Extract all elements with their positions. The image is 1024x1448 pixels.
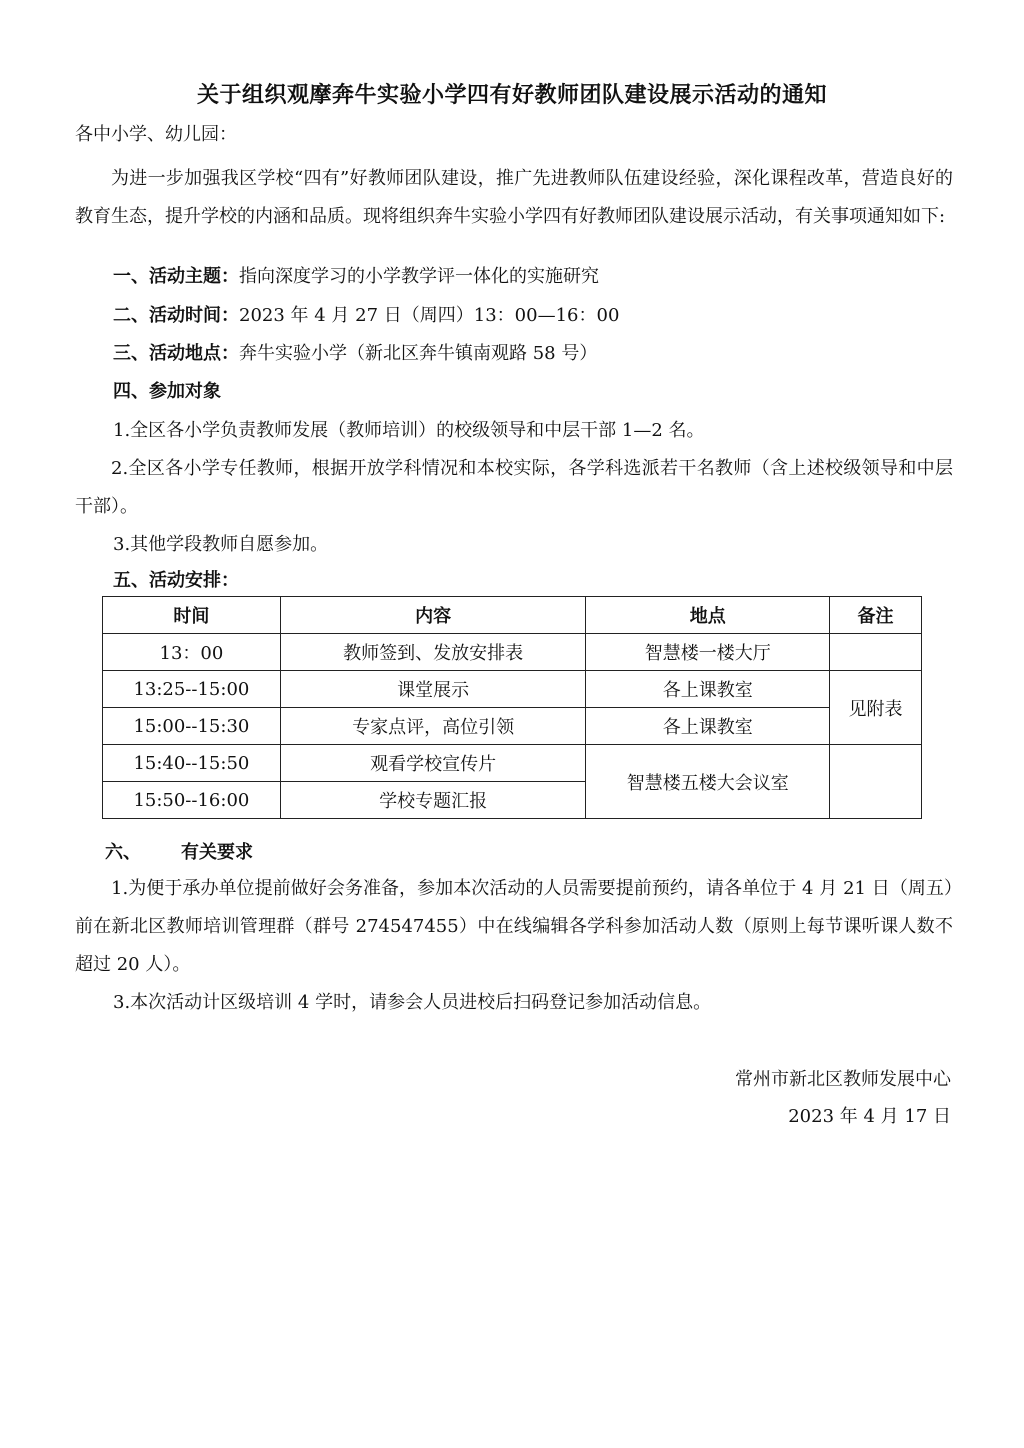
- signature-org: 常州市新北区教师发展中心: [735, 1069, 951, 1090]
- participant-item-3: 3.其他学段教师自愿参加。: [113, 534, 329, 555]
- cell-time: 15:40--15:50: [103, 745, 281, 782]
- place-value: 奔牛实验小学（新北区奔牛镇南观路 58 号）: [239, 343, 598, 364]
- participant-item-2: 2.全区各小学专任教师，根据开放学科情况和本校实际，各学科选派若干名教师（含上述校级领导和中层干部）。: [75, 458, 953, 517]
- header-content: 内容: [280, 597, 586, 634]
- time-label: 二、活动时间：: [113, 305, 239, 326]
- table-row: [103, 745, 922, 782]
- cell-content: 学校专题汇报: [280, 782, 586, 819]
- salutation: 各中小学、幼儿园：: [75, 124, 237, 145]
- table-header-row: [103, 597, 922, 634]
- cell-content: 观看学校宣传片: [280, 745, 586, 782]
- schedule-heading: 五、活动安排：: [113, 570, 239, 591]
- cell-time: 13：00: [103, 634, 281, 671]
- participant-item-1: 1.全区各小学负责教师发展（教师培训）的校级领导和中层干部 1—2 名。: [113, 420, 705, 441]
- theme-label: 一、活动主题：: [113, 266, 239, 287]
- participants-heading: 四、参加对象: [113, 381, 221, 402]
- cell-place: 各上课教室: [586, 708, 830, 745]
- cell-time: 15:00--15:30: [103, 708, 281, 745]
- header-place: 地点: [586, 597, 830, 634]
- requirements-label: 有关要求: [181, 842, 253, 863]
- cell-time: 15:50--16:00: [103, 782, 281, 819]
- table-row: [103, 671, 922, 708]
- cell-place: 各上课教室: [586, 671, 830, 708]
- requirement-item-2: 3.本次活动计区级培训 4 学时，请参会人员进校后扫码登记参加活动信息。: [113, 992, 712, 1013]
- schedule-table: [102, 596, 922, 819]
- place-label: 三、活动地点：: [113, 343, 239, 364]
- intro-paragraph: 为进一步加强我区学校“四有”好教师团队建设，推广先进教师队伍建设经验，深化课程改革，营造良好的教育生态，提升学校的内涵和品质。现将组织奔牛实验小学四有好教师团队建设展示活动，有关事项通知如下:: [75, 168, 953, 227]
- cell-note-empty: [830, 634, 922, 671]
- table-row: [103, 634, 922, 671]
- time-line: [75, 297, 993, 335]
- table-row: [103, 708, 922, 745]
- requirements-heading: [105, 834, 985, 872]
- cell-place: 智慧楼一楼大厅: [586, 634, 830, 671]
- theme-value: 指向深度学习的小学教学评一体化的实施研究: [239, 266, 599, 287]
- header-note: 备注: [830, 597, 922, 634]
- cell-content: 专家点评，高位引领: [280, 708, 586, 745]
- page-title: 关于组织观摩奔牛实验小学四有好教师团队建设展示活动的通知: [196, 83, 827, 108]
- signature-date: 2023 年 4 月 17 日: [788, 1106, 951, 1127]
- requirement-item-1: 1.为便于承办单位提前做好会务准备，参加本次活动的人员需要提前预约，请各单位于 4 月 21 日（周五）前在新北区教师培训管理群（群号 274547455）中在线编辑各学科参加活动人数（原则上每节课听课人数不超过 20 人）。: [75, 878, 953, 975]
- header-time: 时间: [103, 597, 281, 634]
- requirements-num: 六、: [105, 842, 141, 863]
- cell-time: 13:25--15:00: [103, 671, 281, 708]
- cell-note: 见附表: [830, 671, 922, 745]
- cell-note-empty: [830, 745, 922, 819]
- cell-content: 课堂展示: [280, 671, 586, 708]
- cell-place: 智慧楼五楼大会议室: [586, 745, 830, 819]
- theme-line: [75, 258, 993, 296]
- cell-content: 教师签到、发放安排表: [280, 634, 586, 671]
- time-value: 2023 年 4 月 27 日（周四）13：00—16：00: [239, 305, 620, 326]
- place-line: [75, 335, 993, 373]
